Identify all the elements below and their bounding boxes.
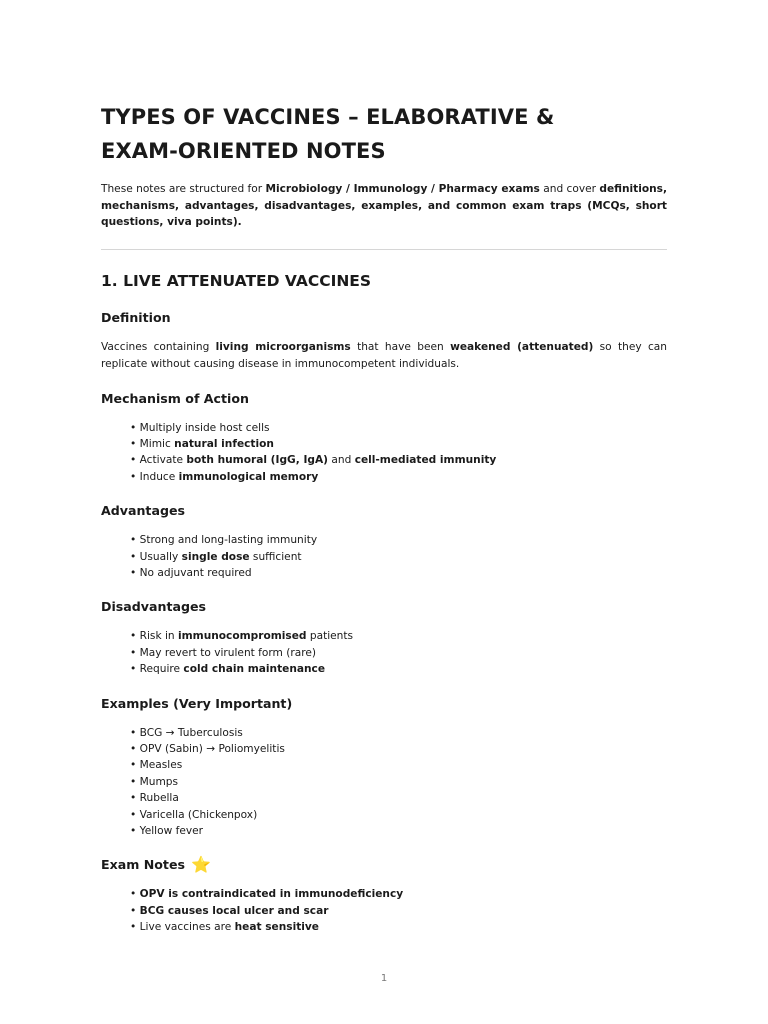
item-text: Rubella	[139, 792, 179, 805]
item-text: No adjuvant required	[139, 566, 252, 579]
page-number: 1	[380, 973, 388, 984]
item-text: OPV (Sabin) → Poliomyelitis	[139, 742, 285, 755]
section-heading-live-attenuated: 1. LIVE ATTENUATED VACCINES	[101, 271, 372, 290]
list-item	[130, 469, 667, 485]
mechanism-list	[101, 420, 667, 486]
definition-text: that have been	[350, 340, 451, 353]
item-bold: cold chain maintenance	[183, 663, 326, 676]
title-line-1: TYPES OF VACCINES – ELABORATIVE &	[101, 105, 555, 129]
subheading-mechanism: Mechanism of Action	[101, 390, 249, 406]
list-item	[130, 823, 667, 839]
list-item	[130, 919, 667, 935]
item-text: Measles	[139, 759, 183, 772]
item-text: Multiply inside host cells	[139, 421, 270, 434]
item-bold: cell-mediated immunity	[354, 454, 497, 467]
list-item	[130, 757, 667, 773]
item-text: Yellow fever	[139, 825, 203, 837]
disadvantages-list	[101, 628, 667, 677]
item-text: Usually	[139, 550, 182, 563]
list-item	[130, 790, 667, 806]
subheading-exam-notes	[101, 856, 667, 874]
item-text: Strong and long-lasting immunity	[139, 534, 318, 547]
list-item	[130, 420, 667, 436]
intro-text: These notes are structured for	[101, 183, 266, 195]
document-title	[101, 100, 667, 168]
item-text: May revert to virulent form (rare)	[139, 646, 316, 659]
item-text: and	[328, 454, 355, 467]
list-item	[130, 532, 667, 548]
intro-bold-topics: definitions, mechanisms, advantages, disadvantages, examples, and common exam traps (MCQs, short questions, viva points).	[101, 183, 668, 228]
subheading-definition: Definition	[101, 309, 171, 325]
list-item	[130, 741, 667, 757]
item-bold: single dose	[181, 550, 250, 563]
item-text: Live vaccines are	[139, 921, 235, 934]
item-bold: immunocompromised	[177, 630, 307, 643]
list-item	[130, 903, 667, 919]
definition-paragraph	[101, 339, 667, 373]
item-text: Risk in	[139, 630, 178, 643]
advantages-list	[101, 532, 667, 581]
item-bold: OPV is contraindicated in immunodeficiency	[139, 888, 404, 901]
examples-list	[101, 725, 667, 840]
item-text: Varicella (Chickenpox)	[139, 808, 258, 821]
definition-bold: weakened (attenuated)	[450, 340, 594, 353]
list-item	[130, 628, 667, 644]
item-text: patients	[306, 630, 354, 643]
list-item	[130, 565, 667, 581]
exam-notes-label: Exam Notes	[101, 857, 185, 873]
list-item	[130, 807, 667, 823]
item-text: sufficient	[249, 550, 302, 563]
definition-text: Vaccines containing	[101, 340, 216, 353]
item-bold: BCG causes local ulcer and scar	[139, 904, 329, 917]
item-bold: immunological memory	[178, 470, 319, 483]
subheading-examples: Examples (Very Important)	[101, 695, 293, 711]
item-text: Require	[139, 663, 184, 676]
definition-text: so they can replicate without causing disease in immunocompetent individuals.	[101, 340, 668, 370]
star-icon: ⭐	[191, 855, 212, 875]
item-text: Activate	[139, 454, 187, 467]
item-bold: natural infection	[174, 437, 274, 450]
item-text: Mimic	[139, 437, 175, 450]
item-bold: heat sensitive	[234, 921, 319, 934]
list-item	[130, 436, 667, 452]
definition-bold: living microorganisms	[215, 340, 351, 353]
intro-text: and cover	[539, 183, 600, 195]
item-text: BCG → Tuberculosis	[139, 726, 243, 739]
subheading-disadvantages: Disadvantages	[101, 599, 207, 615]
list-item	[130, 774, 667, 790]
item-text: Mumps	[139, 775, 179, 788]
section-divider	[101, 249, 667, 250]
list-item	[130, 645, 667, 661]
item-text: Induce	[139, 470, 179, 483]
list-item	[130, 661, 667, 677]
document-page	[101, 100, 667, 936]
intro-bold-exams: Microbiology / Immunology / Pharmacy exams	[265, 183, 540, 195]
exam-notes-list	[101, 886, 667, 935]
list-item	[130, 886, 667, 902]
list-item	[130, 452, 667, 468]
title-line-2: EXAM-ORIENTED NOTES	[101, 139, 386, 163]
list-item	[130, 549, 667, 565]
item-bold: both humoral (IgG, IgA)	[186, 454, 329, 467]
intro-paragraph	[101, 181, 667, 231]
list-item	[130, 725, 667, 741]
subheading-advantages: Advantages	[101, 503, 186, 519]
